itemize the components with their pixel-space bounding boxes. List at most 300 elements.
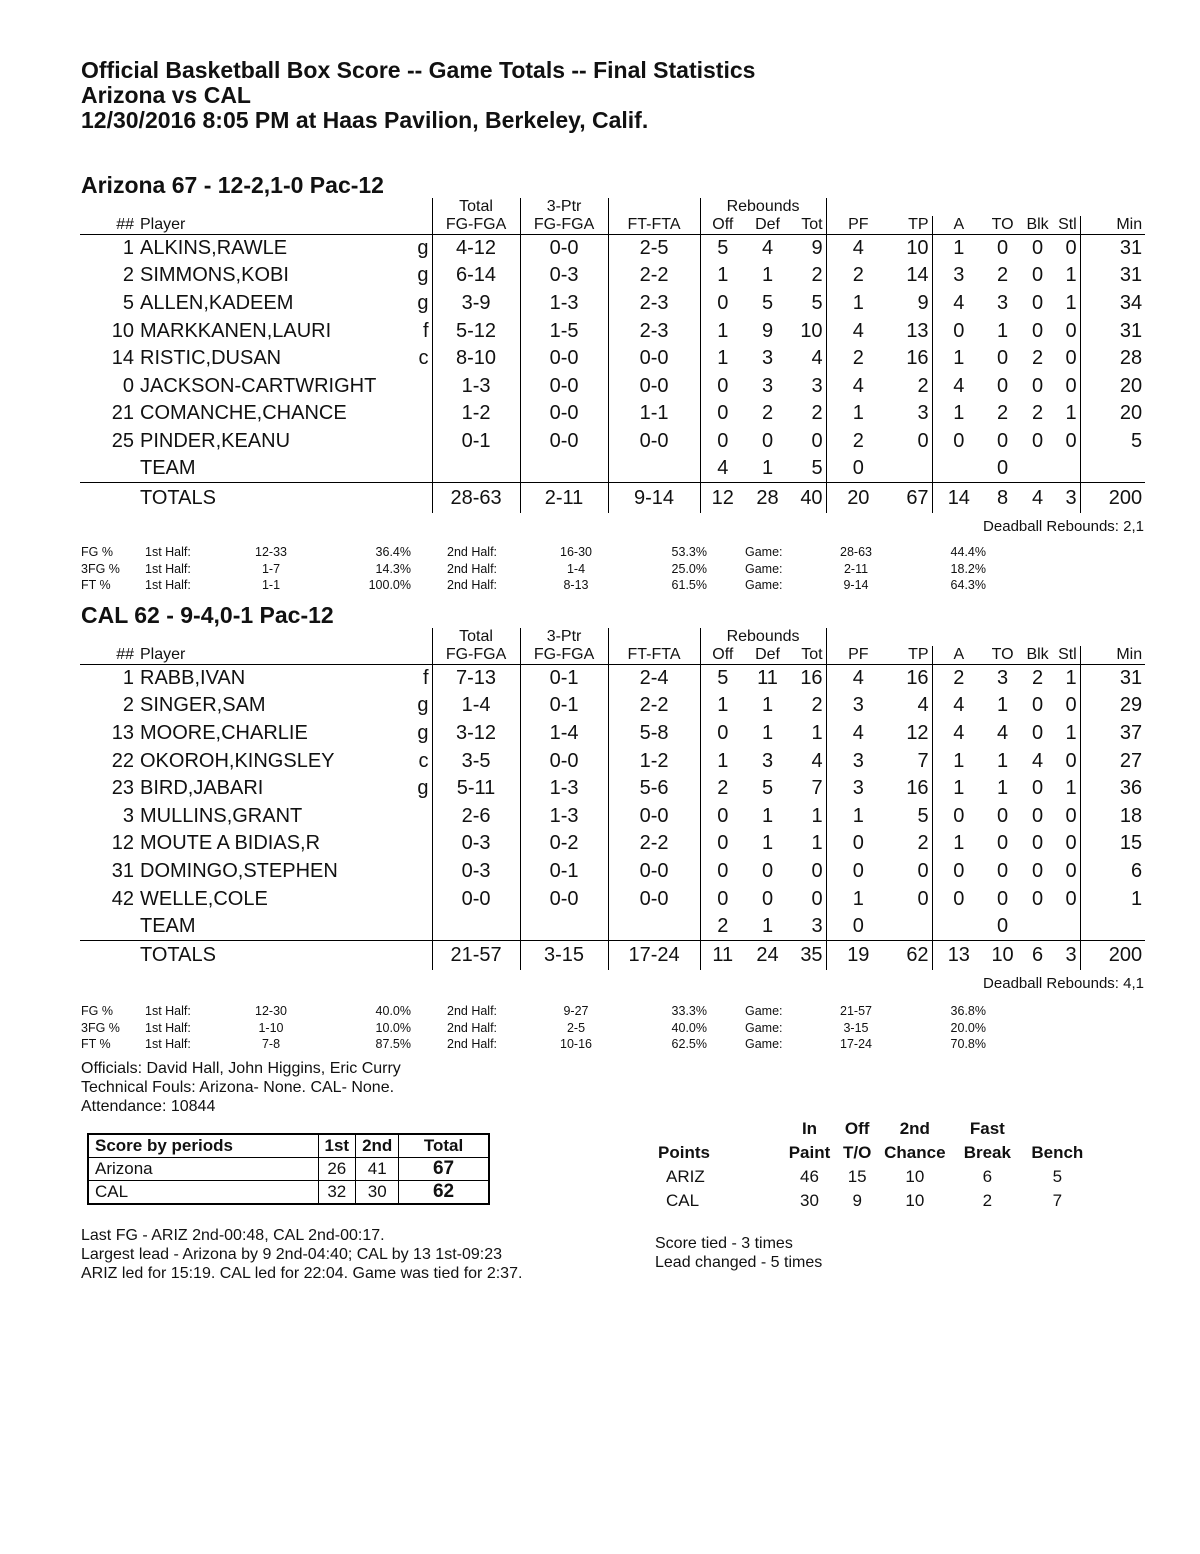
cell-blk: 0 bbox=[1032, 721, 1044, 744]
header-to: TO bbox=[985, 646, 1020, 665]
attendance: Attendance: 10844 bbox=[81, 1098, 216, 1115]
pct-cell: 70.8% bbox=[950, 1037, 986, 1051]
cell-pf: 2 bbox=[852, 429, 864, 452]
cell-min: 1 bbox=[1130, 887, 1143, 910]
cell-off: 0 bbox=[717, 374, 729, 397]
cell-pf: 0 bbox=[852, 859, 864, 882]
player-row bbox=[80, 317, 1145, 345]
cell-def: 4 bbox=[761, 237, 774, 260]
cell-min: 36 bbox=[1119, 777, 1143, 800]
cell-def: 1 bbox=[761, 457, 774, 480]
cell-fg bbox=[432, 455, 520, 483]
cell-pf: 2 bbox=[852, 347, 864, 370]
cell-blk: 2 bbox=[1032, 402, 1044, 425]
header-off: Off bbox=[700, 216, 745, 235]
cell-blk: 0 bbox=[1032, 374, 1044, 397]
cell-def: 0 bbox=[761, 429, 774, 452]
cell-pos bbox=[410, 885, 432, 913]
cell-fg: 3-12 bbox=[432, 720, 520, 748]
pct-cell: 87.5% bbox=[375, 1037, 411, 1051]
cell-def: 1 bbox=[761, 804, 774, 827]
cell-def: 3 bbox=[761, 749, 774, 772]
header-total: Total bbox=[432, 628, 520, 646]
sbp-cell: 62 bbox=[399, 1180, 489, 1204]
cell-tot: 0 bbox=[790, 428, 826, 456]
points-header-cell bbox=[652, 1117, 782, 1141]
cell-ft bbox=[608, 913, 700, 941]
player-row bbox=[80, 692, 1145, 720]
cell-pos: g bbox=[410, 775, 432, 803]
pct-cell: 2nd Half: bbox=[447, 545, 498, 559]
cell-off: 1 bbox=[717, 749, 729, 772]
tie-notes bbox=[655, 1234, 822, 1272]
pct-cell: 2-11 bbox=[843, 561, 869, 576]
cell-name: TOTALS bbox=[137, 483, 410, 513]
cell-tp: 4 bbox=[890, 692, 932, 720]
points-header-cell: In bbox=[801, 1119, 818, 1138]
player-row bbox=[80, 235, 1145, 263]
header-total: Total bbox=[432, 198, 520, 216]
pct-row bbox=[81, 1021, 1021, 1038]
sbp-row bbox=[88, 1157, 489, 1180]
pct-cell: 61.5% bbox=[671, 578, 707, 592]
cell-tp3: 0-1 bbox=[520, 665, 608, 693]
pct-cell: 1st Half: bbox=[145, 1004, 191, 1018]
cell-min: 5 bbox=[1130, 429, 1143, 452]
cell-tot: 35 bbox=[790, 940, 826, 970]
cell-tot: 1 bbox=[790, 802, 826, 830]
cell-tp bbox=[890, 455, 932, 483]
cell-tp3: 0-0 bbox=[520, 885, 608, 913]
pct-cell: 1st Half: bbox=[145, 561, 191, 576]
cell-name: TEAM bbox=[140, 457, 196, 480]
pct-cell: 12-30 bbox=[255, 1004, 287, 1018]
cell-pf: 19 bbox=[826, 940, 890, 970]
cell-fg: 0-3 bbox=[432, 858, 520, 886]
cell-ft: 0-0 bbox=[608, 885, 700, 913]
cell-tp: 9 bbox=[890, 290, 932, 318]
cell-a: 4 bbox=[953, 291, 965, 314]
cell-num: 1 bbox=[122, 237, 134, 260]
cell-tot: 5 bbox=[790, 455, 826, 483]
points-header1 bbox=[652, 1117, 1092, 1141]
pct-cell: 2nd Half: bbox=[447, 1004, 498, 1018]
cell-num: 21 bbox=[111, 402, 134, 425]
cell-num: 3 bbox=[122, 804, 134, 827]
cell-tp3: 0-3 bbox=[520, 262, 608, 290]
cell-off: 0 bbox=[717, 804, 729, 827]
header-pos bbox=[410, 646, 432, 665]
cell-def: 0 bbox=[761, 859, 774, 882]
header-tot: Tot bbox=[790, 216, 826, 235]
cell-pos: f bbox=[410, 317, 432, 345]
pct-cell: FT % bbox=[81, 578, 111, 592]
cell-ft: 2-2 bbox=[608, 262, 700, 290]
points-header-cell bbox=[1022, 1117, 1092, 1141]
cell-blk: 6 bbox=[1020, 940, 1055, 970]
cell-min: 15 bbox=[1119, 832, 1143, 855]
cell-tot: 2 bbox=[790, 400, 826, 428]
pct-cell: 14.3% bbox=[375, 561, 411, 576]
pct-cell: FG % bbox=[81, 545, 113, 559]
pct-cell: 2nd Half: bbox=[447, 1037, 498, 1051]
sbp-header-cell: Score by periods bbox=[88, 1134, 318, 1157]
cell-stl: 3 bbox=[1055, 940, 1080, 970]
pct-cell: 36.4% bbox=[375, 545, 411, 559]
pct-cell: Game: bbox=[745, 578, 783, 592]
cell-a bbox=[932, 913, 985, 941]
cell-off: 11 bbox=[700, 940, 745, 970]
cell-pos bbox=[410, 428, 432, 456]
cell-pos bbox=[410, 858, 432, 886]
team-row bbox=[80, 455, 1145, 483]
cell-off: 12 bbox=[700, 483, 745, 513]
cell-to: 0 bbox=[997, 347, 1009, 370]
totals-row bbox=[80, 940, 1145, 970]
points-cell: 7 bbox=[1052, 1191, 1063, 1210]
cell-stl: 0 bbox=[1055, 235, 1080, 263]
cell-num: 31 bbox=[111, 859, 134, 882]
cell-min: 28 bbox=[1119, 347, 1143, 370]
header-tot: Tot bbox=[790, 646, 826, 665]
cell-fg: 28-63 bbox=[432, 483, 520, 513]
cell-stl bbox=[1055, 913, 1080, 941]
cell-tp3: 1-3 bbox=[520, 290, 608, 318]
score-tied: Score tied - 3 times bbox=[655, 1235, 793, 1252]
points-row bbox=[652, 1165, 1092, 1189]
cell-tp: 62 bbox=[890, 940, 932, 970]
cell-def: 11 bbox=[757, 667, 778, 690]
cell-fg: 3-5 bbox=[432, 747, 520, 775]
header-3ptr: 3-Ptr bbox=[520, 628, 608, 646]
totals-row bbox=[80, 483, 1145, 513]
last-fg: Last FG - ARIZ 2nd-00:48, CAL 2nd-00:17. bbox=[81, 1227, 385, 1244]
cell-blk: 0 bbox=[1032, 804, 1044, 827]
player-row bbox=[80, 428, 1145, 456]
cell-pf: 1 bbox=[852, 402, 864, 425]
team-row bbox=[80, 913, 1145, 941]
cell-stl: 1 bbox=[1055, 290, 1080, 318]
points-cell: ARIZ bbox=[666, 1167, 705, 1186]
cell-def: 2 bbox=[761, 402, 774, 425]
cell-to: 0 bbox=[997, 804, 1009, 827]
cell-off: 0 bbox=[717, 887, 729, 910]
points-cell: 9 bbox=[852, 1191, 862, 1210]
cell-stl: 0 bbox=[1055, 692, 1080, 720]
cell-fg: 1-3 bbox=[432, 372, 520, 400]
cell-tot: 40 bbox=[790, 483, 826, 513]
cell-min: 31 bbox=[1119, 264, 1143, 287]
cell-tot: 1 bbox=[790, 830, 826, 858]
officials-block bbox=[81, 1059, 401, 1116]
cell-pos: g bbox=[410, 692, 432, 720]
cell-num: 13 bbox=[111, 721, 134, 744]
player-row bbox=[80, 720, 1145, 748]
cell-name: MARKKANEN,LAURI bbox=[140, 319, 332, 342]
cell-blk: 0 bbox=[1032, 237, 1044, 260]
technical-fouls: Technical Fouls: Arizona- None. CAL- None. bbox=[81, 1079, 395, 1096]
cell-tp3 bbox=[520, 455, 608, 483]
points-cell: 6 bbox=[982, 1167, 993, 1186]
cell-blk: 0 bbox=[1032, 429, 1044, 452]
column-header-row bbox=[80, 646, 1145, 665]
cell-a: 0 bbox=[953, 859, 965, 882]
sbp-header-cell: Total bbox=[399, 1134, 489, 1157]
pct-cell: Game: bbox=[745, 1020, 783, 1035]
points-header-cell: Break bbox=[963, 1143, 1011, 1162]
sbp-cell: 26 bbox=[318, 1157, 356, 1180]
points-header-cell: Fast bbox=[969, 1119, 1005, 1138]
cell-tot: 3 bbox=[790, 372, 826, 400]
cell-def: 3 bbox=[761, 374, 774, 397]
lead-notes bbox=[81, 1226, 522, 1283]
cell-ft: 2-5 bbox=[608, 235, 700, 263]
cell-a: 0 bbox=[953, 429, 965, 452]
cell-num: 5 bbox=[122, 291, 134, 314]
cell-tp3: 2-11 bbox=[520, 483, 608, 513]
cell-min: 20 bbox=[1119, 374, 1143, 397]
cell-min: 31 bbox=[1119, 319, 1143, 342]
cell-tot: 10 bbox=[790, 317, 826, 345]
cell-name: RABB,IVAN bbox=[140, 667, 246, 690]
group-header-row bbox=[80, 198, 1145, 216]
pct-cell: FT % bbox=[81, 1037, 111, 1051]
cell-a: 4 bbox=[953, 374, 965, 397]
cell-pos bbox=[410, 913, 432, 941]
cell-def: 0 bbox=[761, 887, 774, 910]
pct-cell: 1-7 bbox=[261, 561, 281, 576]
cell-pf: 1 bbox=[852, 887, 864, 910]
pct-row bbox=[81, 1037, 1021, 1054]
header-rebounds: Rebounds bbox=[700, 628, 826, 646]
pct-cell: FG % bbox=[81, 1004, 113, 1018]
cell-blk: 0 bbox=[1032, 319, 1044, 342]
points-header-cell: Bench bbox=[1031, 1143, 1084, 1162]
pct-cell: 1-4 bbox=[566, 561, 586, 576]
header-num: ## bbox=[80, 216, 137, 235]
cell-tot: 9 bbox=[790, 235, 826, 263]
cell-name: PINDER,KEANU bbox=[140, 429, 291, 452]
cell-tp: 7 bbox=[890, 747, 932, 775]
cell-to: 2 bbox=[997, 264, 1009, 287]
cell-pf: 1 bbox=[852, 291, 864, 314]
cell-blk: 0 bbox=[1032, 264, 1044, 287]
officials: Officials: David Hall, John Higgins, Eric Curry bbox=[81, 1060, 401, 1077]
cell-tp3: 0-0 bbox=[520, 372, 608, 400]
cell-tp3: 1-3 bbox=[520, 802, 608, 830]
cell-stl: 0 bbox=[1055, 317, 1080, 345]
pct-cell: 62.5% bbox=[671, 1037, 707, 1051]
pct-cell: 18.2% bbox=[950, 561, 986, 576]
cell-off: 0 bbox=[717, 291, 729, 314]
cell-def: 3 bbox=[761, 347, 774, 370]
pct-cell: Game: bbox=[745, 1004, 783, 1018]
cell-tp3: 0-1 bbox=[520, 692, 608, 720]
cell-tot: 4 bbox=[790, 345, 826, 373]
player-row bbox=[80, 290, 1145, 318]
cell-num: 25 bbox=[111, 429, 134, 452]
cell-def: 28 bbox=[745, 483, 790, 513]
cell-pos: f bbox=[410, 665, 432, 693]
cell-a: 1 bbox=[953, 347, 965, 370]
cell-fg: 5-11 bbox=[432, 775, 520, 803]
player-row bbox=[80, 262, 1145, 290]
pct-cell: 8-13 bbox=[563, 578, 589, 592]
player-row bbox=[80, 345, 1145, 373]
cell-blk: 0 bbox=[1032, 859, 1044, 882]
cell-num: 1 bbox=[122, 667, 134, 690]
cell-name: TEAM bbox=[140, 914, 196, 937]
cell-tp: 0 bbox=[890, 858, 932, 886]
points-cell: CAL bbox=[666, 1191, 700, 1210]
cell-pos bbox=[410, 455, 432, 483]
points-header-cell: 2nd bbox=[899, 1119, 930, 1138]
pct-cell: 10.0% bbox=[375, 1020, 411, 1035]
cell-def: 1 bbox=[761, 832, 774, 855]
group-header-row bbox=[80, 628, 1145, 646]
cell-stl: 0 bbox=[1055, 802, 1080, 830]
pct-cell: 40.0% bbox=[375, 1004, 411, 1018]
pct-cell: 1st Half: bbox=[145, 1020, 191, 1035]
header-3ptr: 3-Ptr bbox=[520, 198, 608, 216]
cell-to: 0 bbox=[997, 457, 1009, 480]
pct-cell: 1st Half: bbox=[145, 545, 191, 559]
team-heading: CAL 62 - 9-4,0-1 Pac-12 bbox=[81, 602, 334, 628]
cell-blk: 2 bbox=[1032, 667, 1044, 690]
cell-blk bbox=[1020, 455, 1055, 483]
pct-cell: 10-16 bbox=[560, 1037, 592, 1051]
sbp-cell: 41 bbox=[356, 1157, 399, 1180]
cell-name: MOUTE A BIDIAS,R bbox=[140, 832, 321, 855]
cell-name: ALKINS,RAWLE bbox=[140, 237, 288, 260]
cell-to: 3 bbox=[997, 667, 1009, 690]
cell-to: 0 bbox=[997, 429, 1009, 452]
cell-fg: 2-6 bbox=[432, 802, 520, 830]
cell-ft: 2-3 bbox=[608, 290, 700, 318]
pct-cell: 3FG % bbox=[81, 561, 120, 576]
header-blk: Blk bbox=[1020, 646, 1055, 665]
cell-num bbox=[80, 483, 137, 513]
cell-pf: 20 bbox=[826, 483, 890, 513]
cell-def: 1 bbox=[761, 694, 774, 717]
cell-to: 0 bbox=[997, 832, 1009, 855]
cell-tp: 2 bbox=[890, 830, 932, 858]
cell-tp3: 0-0 bbox=[520, 428, 608, 456]
time-led: ARIZ led for 15:19. CAL led for 22:04. Game was tied for 2:37. bbox=[81, 1265, 523, 1282]
cell-pos: g bbox=[410, 290, 432, 318]
cell-a: 14 bbox=[932, 483, 985, 513]
cell-pf: 0 bbox=[852, 457, 864, 480]
cell-def: 5 bbox=[761, 291, 774, 314]
cell-a: 1 bbox=[953, 402, 965, 425]
cell-to: 0 bbox=[997, 374, 1009, 397]
cell-tp3: 0-2 bbox=[520, 830, 608, 858]
cell-tp: 10 bbox=[890, 235, 932, 263]
cell-fg: 1-2 bbox=[432, 400, 520, 428]
cell-tp: 0 bbox=[890, 885, 932, 913]
cell-stl: 3 bbox=[1055, 483, 1080, 513]
cell-to: 1 bbox=[997, 319, 1009, 342]
cell-fg: 3-9 bbox=[432, 290, 520, 318]
pct-row bbox=[81, 578, 1021, 595]
pct-cell: 33.3% bbox=[671, 1004, 707, 1018]
points-header-cell: Points bbox=[658, 1143, 710, 1162]
header-to: TO bbox=[985, 216, 1020, 235]
cell-fg: 0-1 bbox=[432, 428, 520, 456]
cell-pf: 3 bbox=[852, 694, 864, 717]
cell-min: 29 bbox=[1119, 694, 1143, 717]
cell-off: 1 bbox=[717, 264, 729, 287]
team-box-table bbox=[80, 198, 1145, 513]
pct-cell: 1-1 bbox=[261, 578, 281, 592]
cell-min bbox=[1080, 455, 1145, 483]
pct-cell: 1st Half: bbox=[145, 578, 191, 592]
cell-tp3: 3-15 bbox=[520, 940, 608, 970]
team-box-table bbox=[80, 628, 1145, 970]
pct-cell: 17-24 bbox=[840, 1037, 872, 1051]
cell-ft: 0-0 bbox=[608, 802, 700, 830]
cell-name: MULLINS,GRANT bbox=[140, 804, 303, 827]
sbp-cell: 30 bbox=[356, 1180, 399, 1204]
header-rebounds: Rebounds bbox=[700, 198, 826, 216]
pct-cell: 40.0% bbox=[671, 1020, 707, 1035]
cell-stl: 1 bbox=[1055, 720, 1080, 748]
player-row bbox=[80, 372, 1145, 400]
header-off: Off bbox=[700, 646, 745, 665]
cell-num: 2 bbox=[122, 264, 134, 287]
cell-stl: 1 bbox=[1055, 400, 1080, 428]
pct-cell: 100.0% bbox=[368, 578, 411, 592]
header-ft: FT-FTA bbox=[608, 216, 700, 235]
pct-cell: 1-10 bbox=[258, 1020, 284, 1035]
cell-fg bbox=[432, 913, 520, 941]
sbp-header-cell: 2nd bbox=[356, 1134, 399, 1157]
cell-to: 4 bbox=[997, 721, 1009, 744]
pct-cell: 2-5 bbox=[566, 1020, 586, 1035]
cell-a: 1 bbox=[953, 237, 965, 260]
cell-name: BIRD,JABARI bbox=[140, 777, 264, 800]
cell-ft: 2-2 bbox=[608, 692, 700, 720]
cell-ft: 0-0 bbox=[608, 428, 700, 456]
cell-tot: 5 bbox=[790, 290, 826, 318]
points-cell: 10 bbox=[905, 1191, 925, 1210]
cell-fg: 7-13 bbox=[432, 665, 520, 693]
pct-cell: 2nd Half: bbox=[447, 1020, 498, 1035]
cell-blk: 0 bbox=[1032, 777, 1044, 800]
cell-tp: 16 bbox=[890, 775, 932, 803]
cell-name: WELLE,COLE bbox=[140, 887, 268, 910]
cell-ft: 2-2 bbox=[608, 830, 700, 858]
cell-stl: 0 bbox=[1055, 428, 1080, 456]
cell-tp3: 1-3 bbox=[520, 775, 608, 803]
points-row bbox=[652, 1189, 1092, 1213]
cell-fg: 4-12 bbox=[432, 235, 520, 263]
deadball-rebounds: Deadball Rebounds: 2,1 bbox=[983, 518, 1144, 535]
cell-ft: 0-0 bbox=[608, 345, 700, 373]
header-fg: FG-FGA bbox=[432, 646, 520, 665]
cell-off: 0 bbox=[717, 832, 729, 855]
cell-a: 4 bbox=[953, 721, 965, 744]
cell-to: 0 bbox=[997, 859, 1009, 882]
cell-pos bbox=[410, 830, 432, 858]
points-cell: 15 bbox=[847, 1167, 867, 1186]
cell-to: 1 bbox=[997, 777, 1009, 800]
header-player: Player bbox=[137, 646, 410, 665]
cell-blk: 0 bbox=[1032, 832, 1044, 855]
cell-blk: 0 bbox=[1032, 694, 1044, 717]
header-pos bbox=[410, 216, 432, 235]
cell-tot: 7 bbox=[790, 775, 826, 803]
